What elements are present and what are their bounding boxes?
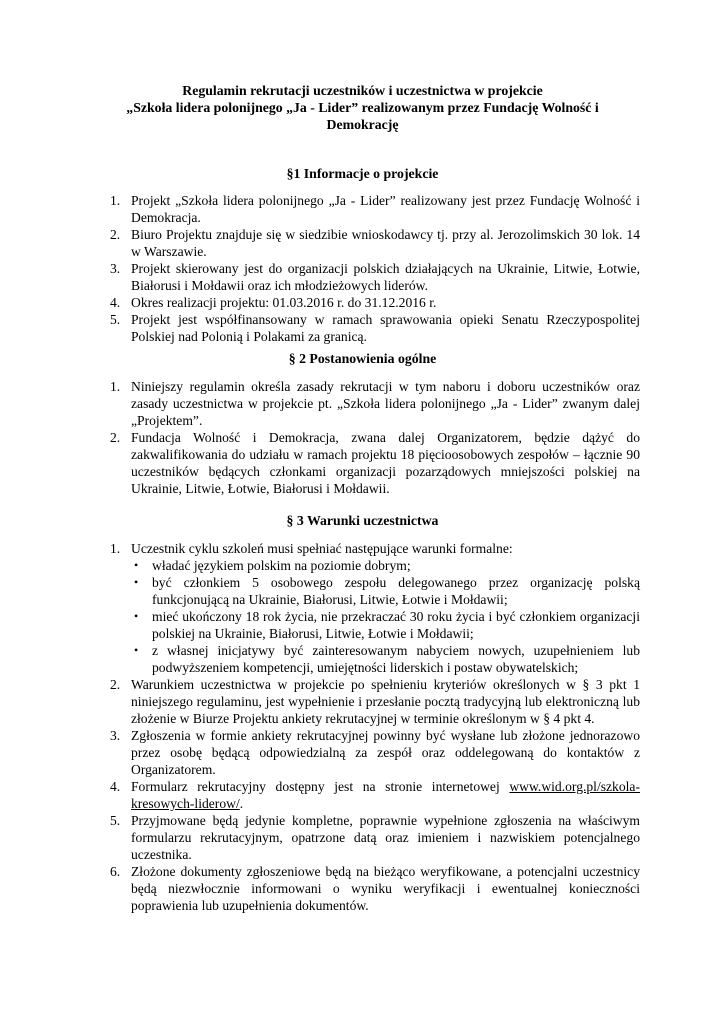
section-1-list <box>110 192 640 345</box>
list-item: 2. Biuro Projektu znajduje się w siedzibie wnioskodawcy tj. przy al. Jerozolimskich 30 lok. 14 w Warszawie. <box>110 227 640 259</box>
list-item: 1. Niniejszy regulamin określa zasady rekrutacji w tym naboru i doboru uczestników oraz zasady uczestnictwa w projekcie pt. „Szkoła lidera polonijnego „Ja - Lider” zwanym dalej „Projektem”. <box>110 379 640 428</box>
conditions-bullet-list <box>131 557 640 676</box>
bullet-icon: • <box>134 558 139 572</box>
document-title <box>90 82 635 133</box>
list-item: 3. Zgłoszenia w formie ankiety rekrutacyjnej powinny być wysłane lub złożone jednorazowo przez osobę będącą odpowiedzialną za zespół oraz oddelegowaną do kontaktów z Organizatorem. <box>110 728 640 777</box>
list-item: 2. Fundacja Wolność i Demokracja, zwana dalej Organizatorem, będzie dążyć do zakwalifikowania do udziału w ramach projektu 18 pięcioosobowych zespołów – łącznie 90 uczestników będących członkami organizacji pozarządowych mniejszości polskiej na Ukrainie, Litwie, Łotwie, Białorusi i Mołdawii. <box>110 430 640 496</box>
title-line-3: Demokrację <box>326 117 399 132</box>
list-item: 2. Warunkiem uczestnictwa w projekcie po spełnieniu kryteriów określonych w § 3 pkt 1 niniejszego regulaminu, jest wypełnienie i przesłanie pocztą tradycyjną lub elektroniczną lub złożenie w Biurze Projektu ankiety rekrutacyjnej w terminie określonym w § 4 pkt 4. <box>110 677 640 726</box>
list-item: 1. Uczestnik cyklu szkoleń musi spełniać następujące warunki formalne: • władać językiem polskim na poziomie dobrym; • być członkiem 5 osobowego zespołu delegowanego przez organizację polską funkcjonującą na Ukrainie, Białorusi, Litwie, Łotwie i Mołdawii; • mieć ukończony 18 rok życia, nie przekraczać 30 roku życia i być członkiem organizacji polskiej na Ukrainie, Białorusi, Litwie, Łotwie i Mołdawii; • z własnej inicjatywy być zainteresowanym nabyciem nowych, uzupełnieniem lub podwyższeniem kompetencji, umiejętności liderskich i postaw obywatelskich; <box>110 541 640 675</box>
recruitment-form-link[interactable]: www.wid.org.pl/szkola-kresowych-liderow/ <box>131 779 640 811</box>
section-2-list <box>110 378 640 497</box>
list-item: 6. Złożone dokumenty zgłoszeniowe będą na bieżąco weryfikowane, a potencjalni uczestnicy będą niezwłocznie informowani o wyniku weryfikacji i ewentualnej konieczności poprawienia lub uzupełnienia dokumentów. <box>110 864 640 913</box>
bullet-icon: • <box>134 609 139 623</box>
section-1-heading: §1 Informacje o projekcie <box>286 166 439 181</box>
bullet-item: • z własnej inicjatywy być zainteresowanym nabyciem nowych, uzupełnieniem lub podwyższeniem kompetencji, umiejętności liderskich i postaw obywatelskich; <box>134 643 640 675</box>
list-item: 5. Przyjmowane będą jedynie kompletne, poprawnie wypełnione zgłoszenia na właściwym formularzu rekrutacyjnym, opatrzone datą oraz imieniem i nazwiskiem potencjalnego uczestnika. <box>110 813 640 862</box>
list-item: 4. Formularz rekrutacyjny dostępny jest na stronie internetowej www.wid.org.pl/szkola-kresowych-liderow/. <box>110 779 640 811</box>
section-3-list <box>110 540 640 914</box>
bullet-icon: • <box>134 575 139 589</box>
list-item: 4. Okres realizacji projektu: 01.03.2016 r. do 31.12.2016 r. <box>110 295 437 310</box>
bullet-item: • być członkiem 5 osobowego zespołu delegowanego przez organizację polską funkcjonującą na Ukrainie, Białorusi, Litwie, Łotwie i Mołdawii; <box>134 575 640 607</box>
bullet-item: • władać językiem polskim na poziomie dobrym; <box>134 558 411 573</box>
list-item: 5. Projekt jest współfinansowany w ramach sprawowania opieki Senatu Rzeczypospolitej Polskiej nad Polonią i Polakami za granicą. <box>110 312 640 344</box>
bullet-icon: • <box>134 643 139 657</box>
bullet-item: • mieć ukończony 18 rok życia, nie przekraczać 30 roku życia i być członkiem organizacji polskiej na Ukrainie, Białorusi, Litwie, Łotwie i Mołdawii; <box>134 609 640 641</box>
list-item: 1. Projekt „Szkoła lidera polonijnego „Ja - Lider” realizowany jest przez Fundację Wolność i Demokracja. <box>110 193 640 225</box>
title-line-2: „Szkoła lidera polonijnego „Ja - Lider” realizowanym przez Fundację Wolność i <box>126 100 599 115</box>
section-3-heading: § 3 Warunki uczestnictwa <box>286 513 439 528</box>
list-item: 3. Projekt skierowany jest do organizacji polskich działających na Ukrainie, Litwie, Łotwie, Białorusi i Mołdawii oraz ich młodzieżowych liderów. <box>110 261 640 293</box>
title-line-1: Regulamin rekrutacji uczestników i uczestnictwa w projekcie <box>182 83 543 98</box>
section-2-heading: § 2 Postanowienia ogólne <box>288 351 437 366</box>
